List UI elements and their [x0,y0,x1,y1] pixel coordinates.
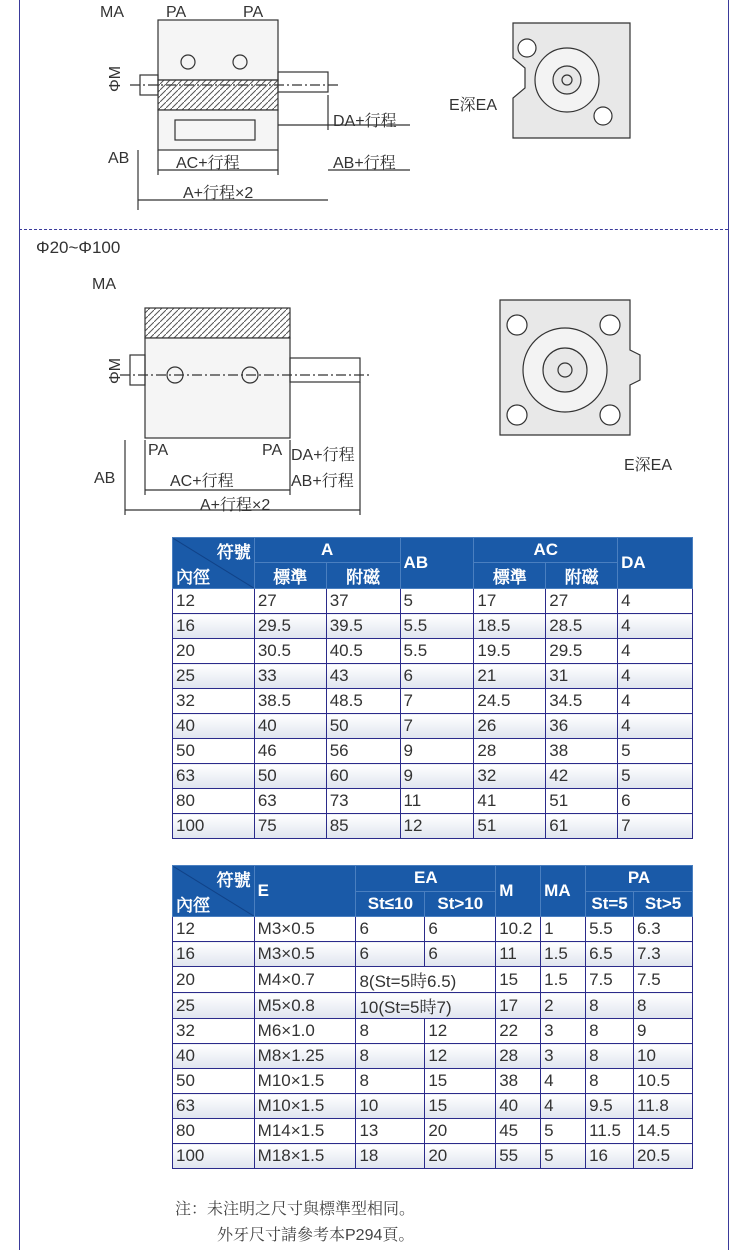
label-ab: AB [108,150,130,167]
table-cell: 56 [326,739,400,764]
table-row [173,814,693,839]
table-cell: 4 [618,714,693,739]
table-cell: 17 [496,993,541,1019]
table-cell: 5 [618,764,693,789]
table-cell: 29.5 [254,614,326,639]
table-cell: 7 [618,814,693,839]
table-cell: 21 [474,664,546,689]
table-cell: M6×1.0 [254,1019,356,1044]
table-cell: 11 [496,942,541,967]
table-cell: 7.5 [586,967,634,993]
table-cell: 1 [541,917,586,942]
table-cell: 27 [546,589,618,614]
table-cell: 38 [496,1069,541,1094]
table-cell: 9 [400,739,474,764]
table-cell: M18×1.5 [254,1144,356,1169]
left-border [19,0,20,1250]
table-row [173,1019,693,1044]
label-ab-stroke: AB+行程 [291,473,354,490]
label-da: DA+行程 [291,447,355,464]
table-cell: M10×1.5 [254,1094,356,1119]
table-cell: 6 [425,942,496,967]
table-cell: 6 [618,789,693,814]
table-cell: 100 [173,1144,255,1169]
table-cell: 20 [425,1144,496,1169]
table-cell: 19.5 [474,639,546,664]
table-cell: 85 [326,814,400,839]
table-cell: 16 [173,942,255,967]
table-cell: 11.5 [586,1119,634,1144]
table-cell: 6 [425,917,496,942]
table-cell: 39.5 [326,614,400,639]
table-cell: 10.5 [634,1069,693,1094]
table-cell: 26 [474,714,546,739]
table-row [173,739,693,764]
table-cell: 10.2 [496,917,541,942]
table-cell: 12 [400,814,474,839]
table-row [173,789,693,814]
table-cell: 73 [326,789,400,814]
table-cell: 50 [173,1069,255,1094]
label-ma: MA [100,4,124,21]
table-cell: 5 [541,1144,586,1169]
table-cell: 48.5 [326,689,400,714]
table-cell: 50 [326,714,400,739]
label-e-depth: E深EA [449,97,498,114]
label-pa: PA [262,442,283,459]
table-row [173,917,693,942]
table-cell: 80 [173,789,255,814]
table-cell: 18 [356,1144,425,1169]
table-row [173,1094,693,1119]
table-row [173,664,693,689]
table-cell: 18.5 [474,614,546,639]
table-cell: 6 [356,942,425,967]
table-cell: 28 [474,739,546,764]
note-line-2: 外牙尺寸請參考本P294頁。 [217,1227,415,1244]
table-cell: 41 [474,789,546,814]
table-cell: 9 [634,1019,693,1044]
table-cell: 16 [586,1144,634,1169]
right-border [728,0,729,1250]
table-row [173,1144,693,1169]
table-cell: 33 [254,664,326,689]
table-row [173,639,693,664]
label-ma: MA [92,276,116,293]
table-cell: 17 [474,589,546,614]
table-cell: M8×1.25 [254,1044,356,1069]
table-cell: 34.5 [546,689,618,714]
table-cell: 13 [356,1119,425,1144]
table-cell: 31 [546,664,618,689]
table-cell: 25 [173,664,255,689]
table-cell: 8 [586,993,634,1019]
table-row [173,764,693,789]
header-e: E [254,866,356,917]
table-cell: M3×0.5 [254,942,356,967]
table-cell: 10(St=5時7) [356,993,496,1019]
table-cell: 12 [425,1044,496,1069]
bottom-cylinder-end-view [495,295,645,445]
table-cell: 40 [254,714,326,739]
table-cell: M3×0.5 [254,917,356,942]
table-cell: 63 [173,764,255,789]
table-cell: 61 [546,814,618,839]
header-pa-eq5: St=5 [586,891,634,917]
table-cell: 6 [400,664,474,689]
table-cell: 60 [326,764,400,789]
label-phi-m: ΦM [107,65,125,93]
table-cell: 12 [425,1019,496,1044]
table-cell: 51 [546,789,618,814]
table-cell: 5.5 [400,639,474,664]
table-cell: 51 [474,814,546,839]
header-pa: PA [586,866,693,892]
table-row [173,614,693,639]
table-cell: 20.5 [634,1144,693,1169]
header-ea-gt10: St>10 [425,891,496,917]
label-ab-stroke: AB+行程 [333,155,396,172]
table-cell: 29.5 [546,639,618,664]
table-cell: 32 [474,764,546,789]
table-cell: 7.3 [634,942,693,967]
table-cell: 4 [541,1069,586,1094]
table-cell: 5.5 [586,917,634,942]
header-ea-le10: St≤10 [356,891,425,917]
header-ac-standard: 標準 [474,563,546,589]
table-cell: 3 [541,1019,586,1044]
dimension-table-a [172,537,693,839]
table-cell: 1.5 [541,967,586,993]
table-cell: 16 [173,614,255,639]
table-cell: 20 [425,1119,496,1144]
header-a-standard: 標準 [254,563,326,589]
header-pa-gt5: St>5 [634,891,693,917]
header-a: A [254,538,400,563]
table-cell: 14.5 [634,1119,693,1144]
label-pa: PA [166,4,187,21]
table-cell: 43 [326,664,400,689]
table-cell: 7.5 [634,967,693,993]
table-cell: 8 [586,1019,634,1044]
table-cell: 4 [618,689,693,714]
table-cell: 8 [356,1044,425,1069]
top-cylinder-end-view [505,18,640,143]
label-ab: AB [94,470,116,487]
dimension-table-e [172,865,693,1169]
header-da: DA [618,538,693,589]
table-cell: 9 [400,764,474,789]
label-ac: AC+行程 [176,155,240,172]
table-cell: 63 [254,789,326,814]
table-cell: 20 [173,639,255,664]
table-row [173,1119,693,1144]
table-cell: 8 [634,993,693,1019]
table-cell: 28 [496,1044,541,1069]
table-cell: 4 [618,664,693,689]
label-ac: AC+行程 [170,473,234,490]
table-cell: 7 [400,714,474,739]
table-cell: 15 [496,967,541,993]
table-cell: M5×0.8 [254,993,356,1019]
table-cell: 1.5 [541,942,586,967]
header-ab: AB [400,538,474,589]
table-cell: 55 [496,1144,541,1169]
table-cell: 46 [254,739,326,764]
table-row [173,967,693,993]
table-cell: 8(St=5時6.5) [356,967,496,993]
table-cell: 27 [254,589,326,614]
table-cell: 50 [173,739,255,764]
table-cell: 8 [356,1069,425,1094]
table-cell: 22 [496,1019,541,1044]
table-cell: 25 [173,993,255,1019]
section-title: Φ20~Φ100 [36,238,121,257]
table-cell: 32 [173,689,255,714]
header-ea: EA [356,866,496,892]
table-cell: 15 [425,1094,496,1119]
table-cell: 6 [356,917,425,942]
table-cell: 12 [173,917,255,942]
table-cell: 15 [425,1069,496,1094]
table-row [173,993,693,1019]
label-pa: PA [148,442,169,459]
table-cell: 20 [173,967,255,993]
table-cell: 38.5 [254,689,326,714]
table-cell: 80 [173,1119,255,1144]
table-cell: 6.3 [634,917,693,942]
table-cell: 10 [634,1044,693,1069]
table-cell: M10×1.5 [254,1069,356,1094]
table-cell: 24.5 [474,689,546,714]
section-divider [19,229,728,230]
table-cell: 11.8 [634,1094,693,1119]
table-cell: 5 [400,589,474,614]
table-row [173,942,693,967]
header-a-magnetic: 附磁 [326,563,400,589]
table-cell: 12 [173,589,255,614]
table-cell: 11 [400,789,474,814]
table-cell: 32 [173,1019,255,1044]
table-cell: 28.5 [546,614,618,639]
table-cell: 10 [356,1094,425,1119]
label-a: A+行程×2 [183,185,254,202]
table-cell: 4 [541,1094,586,1119]
table-cell: 6.5 [586,942,634,967]
header-ma: MA [541,866,586,917]
table-cell: 8 [586,1069,634,1094]
table-cell: 40 [496,1094,541,1119]
note-line-1: 注：未注明之尺寸與標準型相同。 [175,1201,416,1218]
table-cell: 8 [586,1044,634,1069]
header-m: M [496,866,541,917]
table-cell: 7 [400,689,474,714]
table-cell: 36 [546,714,618,739]
table-row [173,589,693,614]
table-cell: 37 [326,589,400,614]
table-cell: 4 [618,589,693,614]
table-row [173,1069,693,1094]
table-cell: 63 [173,1094,255,1119]
table-cell: 4 [618,639,693,664]
header-ac: AC [474,538,618,563]
table-cell: M14×1.5 [254,1119,356,1144]
table-cell: 100 [173,814,255,839]
table-cell: M4×0.7 [254,967,356,993]
table-cell: 40 [173,714,255,739]
table-cell: 40 [173,1044,255,1069]
table-row [173,1044,693,1069]
table-cell: 30.5 [254,639,326,664]
table-cell: 75 [254,814,326,839]
table-cell: 5.5 [400,614,474,639]
header-corner: 符號 內徑 [173,538,255,589]
table-row [173,689,693,714]
table-cell: 4 [618,614,693,639]
table-cell: 38 [546,739,618,764]
table-row [173,714,693,739]
table-cell: 45 [496,1119,541,1144]
table-cell: 50 [254,764,326,789]
table-cell: 3 [541,1044,586,1069]
table-cell: 2 [541,993,586,1019]
label-da: DA+行程 [333,113,397,130]
table-cell: 5 [541,1119,586,1144]
label-pa: PA [243,4,264,21]
header-ac-magnetic: 附磁 [546,563,618,589]
label-a: A+行程×2 [200,497,271,514]
table-cell: 40.5 [326,639,400,664]
table-cell: 9.5 [586,1094,634,1119]
label-phi-m: ΦM [107,357,125,385]
table-cell: 8 [356,1019,425,1044]
table-cell: 5 [618,739,693,764]
label-e-depth: E深EA [624,457,673,474]
header-corner: 符號 內徑 [173,866,255,917]
table-cell: 42 [546,764,618,789]
